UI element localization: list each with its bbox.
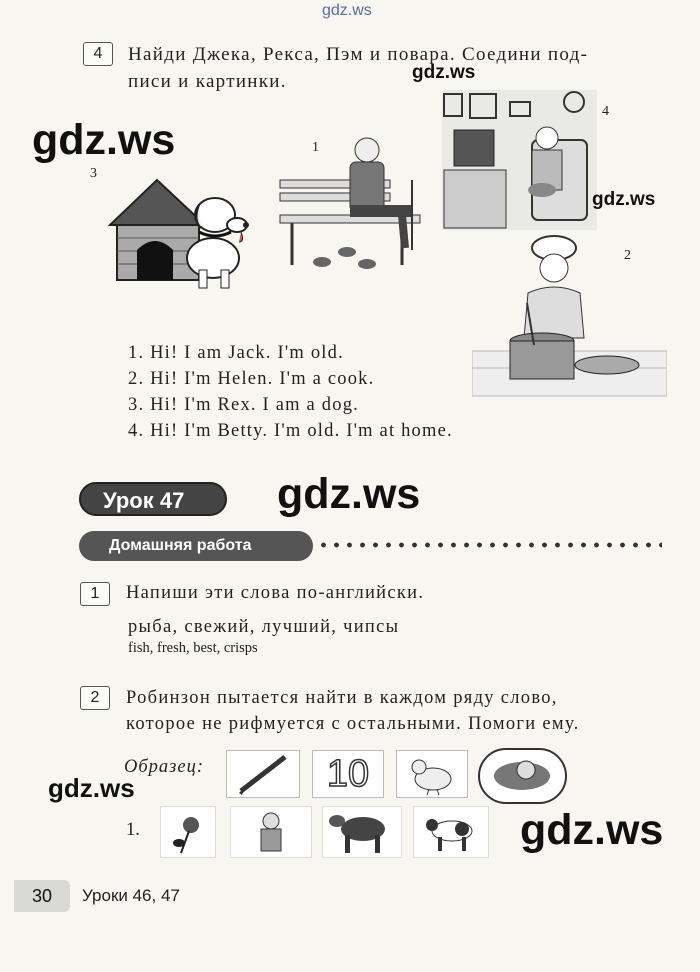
task-1-answer: fish, fresh, best, crisps [128, 640, 258, 656]
picture-1-number: 1 [312, 140, 319, 155]
homework-title: Домашняя работа [79, 531, 313, 561]
man-icon [480, 750, 565, 802]
woman-armchair-illustration [442, 90, 597, 230]
footer-lessons: Уроки 46, 47 [82, 886, 180, 905]
watermark-left: gdz.ws [32, 116, 176, 164]
watermark-bottom-left: gdz.ws [48, 773, 135, 803]
watermark-center-big: gdz.ws [277, 470, 421, 518]
sentence-3: 3. Hi! I'm Rex. I am a dog. [128, 395, 359, 415]
santa-icon [231, 807, 311, 857]
dog-kennel-illustration [95, 170, 260, 290]
task-1-words: рыба, свежий, лучший, чипсы [128, 617, 400, 637]
task-2-line2: которое не рифмуется с остальными. Помоги ему. [126, 714, 580, 734]
lesson-title: Урок 47 [79, 482, 227, 516]
sample-label: Образец: [124, 757, 205, 777]
task-2-number: 2 [80, 686, 110, 710]
task-1-instruction: Напиши эти слова по-английски. [126, 583, 425, 603]
hen-icon [397, 751, 467, 797]
task-4-number: 4 [83, 42, 113, 66]
page-number: 30 [14, 880, 70, 912]
pen-picture [226, 750, 300, 798]
picture-3-number: 3 [90, 166, 97, 181]
sentence-2: 2. Hi! I'm Helen. I'm a cook. [128, 369, 375, 389]
man-picture [478, 748, 567, 804]
watermark-bottom-right: gdz.ws [520, 806, 664, 854]
flower-icon [161, 807, 215, 857]
horse-picture [322, 806, 402, 858]
dog-picture [413, 806, 489, 858]
picture-4-number: 4 [602, 104, 609, 119]
task-2-line1: Робинзон пытается найти в каждом ряду слово, [126, 688, 558, 708]
horse-icon [323, 807, 401, 857]
watermark-mid-picture: gdz.ws [412, 62, 476, 83]
picture-2-number: 2 [624, 248, 631, 263]
pen-icon [227, 751, 299, 797]
cook-illustration [472, 233, 667, 398]
task-4-line1: Найди Джека, Рекса, Пэм и повара. Соедини под- [128, 44, 589, 65]
sentence-4: 4. Hi! I'm Betty. I'm old. I'm at home. [128, 421, 453, 441]
dog-icon [414, 807, 488, 857]
row-1-label: 1. [126, 820, 140, 840]
hen-picture [396, 750, 468, 798]
flower-picture [160, 806, 216, 858]
sentence-1: 1. Hi! I am Jack. I'm old. [128, 343, 344, 363]
dotted-divider [317, 537, 662, 553]
watermark-top: gdz.ws [322, 2, 372, 19]
ten-picture: 10 [312, 750, 384, 798]
task-4-line2: писи и картинки. [128, 71, 287, 92]
task-1-number: 1 [80, 582, 110, 606]
old-man-bench-illustration [272, 130, 442, 280]
watermark-right-picture: gdz.ws [592, 189, 656, 210]
santa-picture [230, 806, 312, 858]
